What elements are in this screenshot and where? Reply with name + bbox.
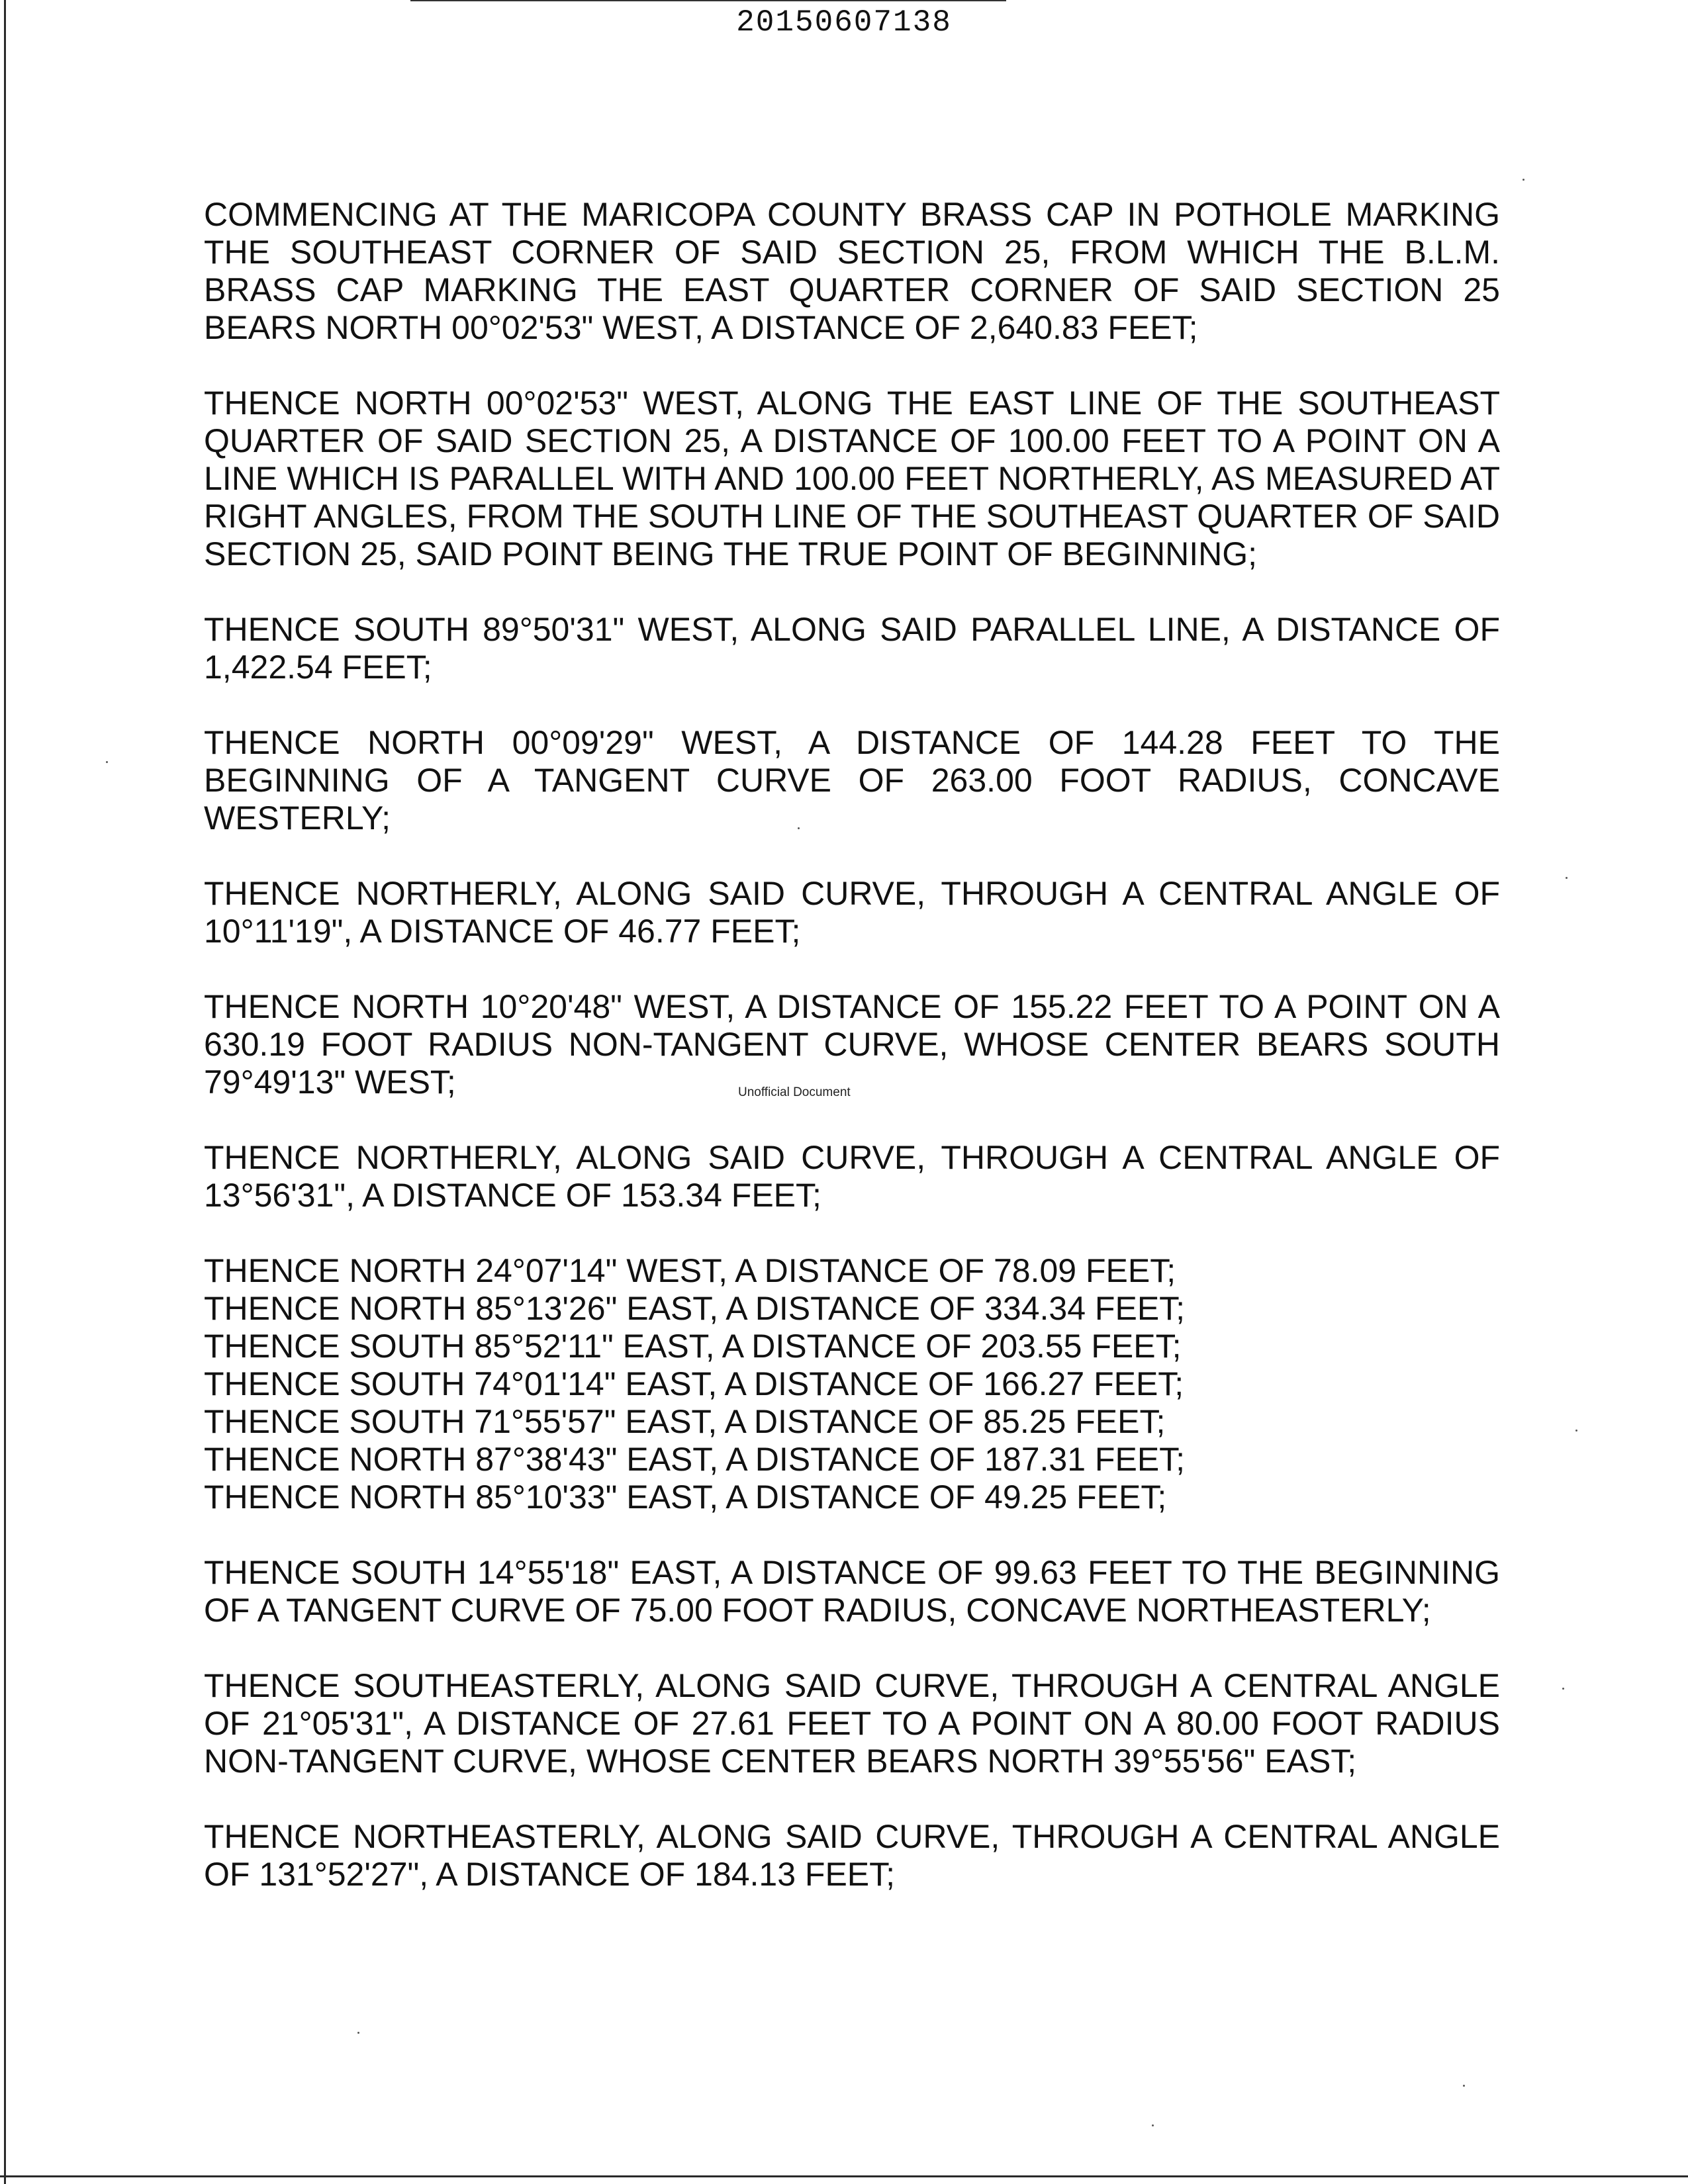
top-rule [410, 0, 1006, 1]
bearing-line: THENCE SOUTH 74°01'14" EAST, A DISTANCE OF 166.27 FEET; [204, 1365, 1184, 1402]
scan-left-edge [4, 0, 6, 2184]
scan-speck [1152, 2124, 1154, 2126]
curve-paragraph: THENCE NORTHEASTERLY, ALONG SAID CURVE, THROUGH A CENTRAL ANGLE OF 131°52'27", A DISTANCE OF 184.13 FEET; [204, 1818, 1500, 1893]
bearing-line: THENCE NORTH 85°13'26" EAST, A DISTANCE OF 334.34 FEET; [204, 1290, 1186, 1327]
curve-paragraph: THENCE NORTHERLY, ALONG SAID CURVE, THROUGH A CENTRAL ANGLE OF 10°11'19", A DISTANCE OF 46.77 FEET; [204, 875, 1500, 950]
scan-speck [1523, 179, 1524, 181]
document-number: 20150607138 [736, 5, 952, 40]
bottom-rule [0, 2175, 1688, 2177]
course-paragraph: THENCE SOUTH 14°55'18" EAST, A DISTANCE OF 99.63 FEET TO THE BEGINNING OF A TANGENT CURVE OF 75.00 FOOT RADIUS, CONCAVE NORTHEASTERLY; [204, 1554, 1500, 1629]
scan-speck [1566, 877, 1568, 879]
curve-paragraph: THENCE NORTHERLY, ALONG SAID CURVE, THROUGH A CENTRAL ANGLE OF 13°56'31", A DISTANCE OF 153.34 FEET; [204, 1139, 1500, 1214]
scan-speck [1463, 2085, 1465, 2087]
scan-speck [1575, 1430, 1577, 1432]
bearing-line: THENCE SOUTH 85°52'11" EAST, A DISTANCE OF 203.55 FEET; [204, 1328, 1182, 1365]
commencing-paragraph: COMMENCING AT THE MARICOPA COUNTY BRASS CAP IN POTHOLE MARKING THE SOUTHEAST CORNER OF SAID SECTION 25, FROM WHICH THE B.L.M. BRASS CAP MARKING THE EAST QUARTER CORNER OF SAID SECTION 25 BEARS NORTH 00°02'53" WEST, A DISTANCE OF 2,640.83 FEET; [204, 196, 1500, 346]
scan-speck [798, 827, 800, 829]
curve-paragraph: THENCE SOUTHEASTERLY, ALONG SAID CURVE, THROUGH A CENTRAL ANGLE OF 21°05'31", A DISTANCE OF 27.61 FEET TO A POINT ON A 80.00 FOOT RADIUS NON-TANGENT CURVE, WHOSE CENTER BEARS NORTH 39°55'56" EAST; [204, 1667, 1500, 1780]
bearing-lines-group [204, 1252, 1500, 1516]
bearing-line: THENCE NORTH 85°10'33" EAST, A DISTANCE OF 49.25 FEET; [204, 1479, 1167, 1516]
true-point-of-beginning-paragraph: THENCE NORTH 00°02'53" WEST, ALONG THE EAST LINE OF THE SOUTHEAST QUARTER OF SAID SECTION 25, A DISTANCE OF 100.00 FEET TO A POINT ON A LINE WHICH IS PARALLEL WITH AND 100.00 FEET NORTHERLY, AS MEASURED AT RIGHT ANGLES, FROM THE SOUTH LINE OF THE SOUTHEAST QUARTER OF SAID SECTION 25, SAID POINT BEING THE TRUE POINT OF BEGINNING; [204, 385, 1500, 572]
bearing-line: THENCE SOUTH 71°55'57" EAST, A DISTANCE OF 85.25 FEET; [204, 1403, 1166, 1440]
scan-speck [106, 761, 108, 763]
unofficial-document-watermark: Unofficial Document [738, 1085, 851, 1099]
scan-speck [1562, 1688, 1564, 1690]
course-paragraph: THENCE NORTH 00°09'29" WEST, A DISTANCE OF 144.28 FEET TO THE BEGINNING OF A TANGENT CURVE OF 263.00 FOOT RADIUS, CONCAVE WESTERLY; [204, 724, 1500, 837]
bearing-line: THENCE NORTH 24°07'14" WEST, A DISTANCE OF 78.09 FEET; [204, 1252, 1176, 1289]
legal-description [204, 196, 1500, 1931]
course-paragraph: THENCE SOUTH 89°50'31" WEST, ALONG SAID PARALLEL LINE, A DISTANCE OF 1,422.54 FEET; [204, 611, 1500, 686]
course-paragraph: THENCE NORTH 10°20'48" WEST, A DISTANCE OF 155.22 FEET TO A POINT ON A 630.19 FOOT RADIUS NON-TANGENT CURVE, WHOSE CENTER BEARS SOUTH 79°49'13" WEST; [204, 988, 1500, 1101]
scan-speck [357, 2032, 359, 2034]
bearing-line: THENCE NORTH 87°38'43" EAST, A DISTANCE OF 187.31 FEET; [204, 1441, 1186, 1478]
